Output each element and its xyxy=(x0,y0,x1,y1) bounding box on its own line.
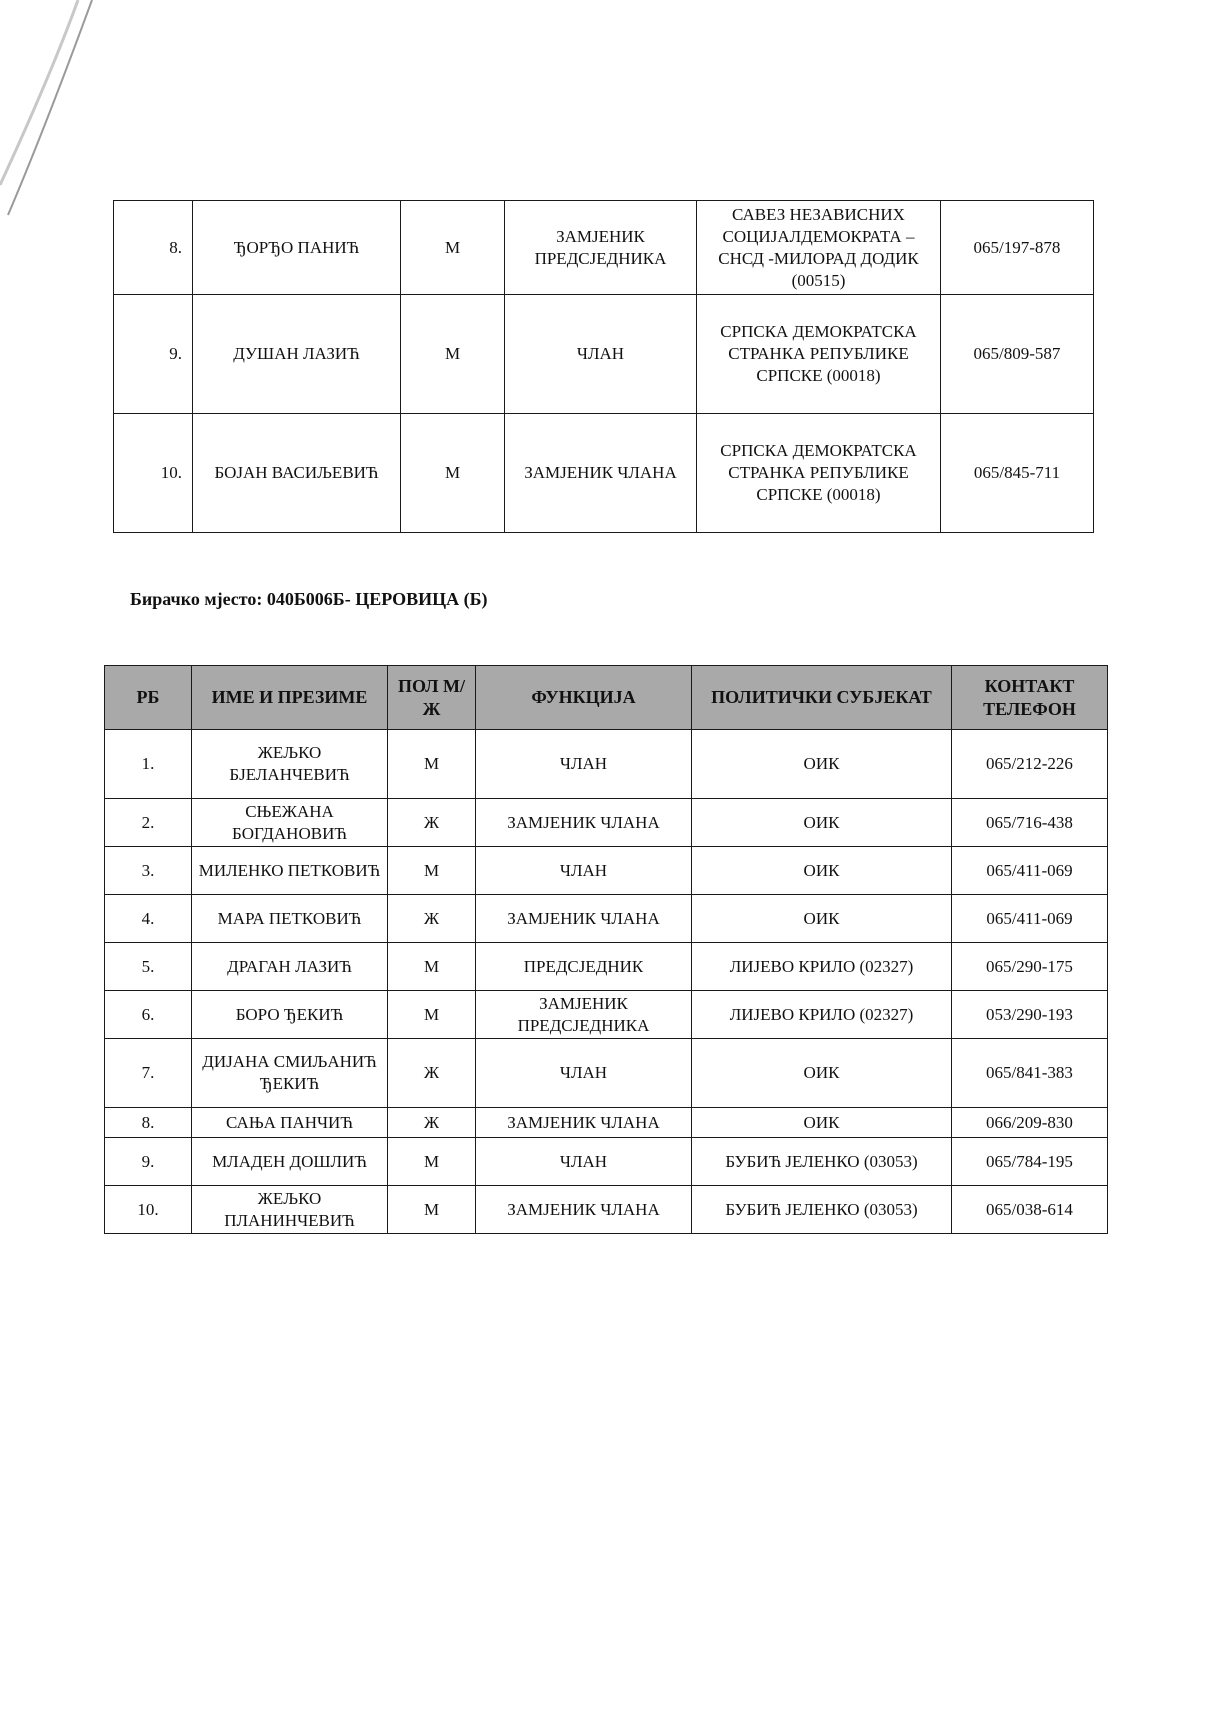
member-name: МАРА ПЕТКОВИЋ xyxy=(192,895,388,943)
member-function: ЗАМЈЕНИК ЧЛАНА xyxy=(476,1108,692,1138)
political-subject: СРПСКА ДЕМОКРАТСКА СТРАНКА РЕПУБЛИКЕ СРПСКЕ (00018) xyxy=(697,414,941,533)
member-function: ЗАМЈЕНИК ПРЕДСЈЕДНИКА xyxy=(476,991,692,1039)
table-row xyxy=(105,1186,1108,1234)
member-function: ЧЛАН xyxy=(505,295,697,414)
contact-phone: 065/411-069 xyxy=(952,847,1108,895)
member-name: МИЛЕНКО ПЕТКОВИЋ xyxy=(192,847,388,895)
political-subject: ОИК xyxy=(692,799,952,847)
table-row xyxy=(105,895,1108,943)
table-header-row xyxy=(105,666,1108,730)
committee-table xyxy=(104,665,1108,1234)
table-row xyxy=(105,1108,1108,1138)
column-header-gender: ПОЛ М/Ж xyxy=(388,666,476,730)
table-row xyxy=(105,847,1108,895)
member-gender: М xyxy=(388,847,476,895)
table-row xyxy=(114,201,1094,295)
row-number: 8. xyxy=(114,201,193,295)
contact-phone: 065/716-438 xyxy=(952,799,1108,847)
member-gender: М xyxy=(388,1186,476,1234)
table-row xyxy=(105,991,1108,1039)
political-subject: ЛИЈЕВО КРИЛО (02327) xyxy=(692,991,952,1039)
contact-phone: 066/209-830 xyxy=(952,1108,1108,1138)
row-number: 9. xyxy=(114,295,193,414)
member-function: ЗАМЈЕНИК ПРЕДСЈЕДНИКА xyxy=(505,201,697,295)
political-subject: САВЕЗ НЕЗАВИСНИХ СОЦИЈАЛДЕМОКРАТА – СНСД -МИЛОРАД ДОДИК (00515) xyxy=(697,201,941,295)
contact-phone: 065/845-711 xyxy=(941,414,1094,533)
row-number: 9. xyxy=(105,1138,192,1186)
member-gender: М xyxy=(388,730,476,799)
political-subject: ОИК xyxy=(692,730,952,799)
member-name: ДРАГАН ЛАЗИЋ xyxy=(192,943,388,991)
table-row xyxy=(105,943,1108,991)
row-number: 1. xyxy=(105,730,192,799)
contact-phone: 065/784-195 xyxy=(952,1138,1108,1186)
member-gender: Ж xyxy=(388,1108,476,1138)
member-function: ЗАМЈЕНИК ЧЛАНА xyxy=(476,1186,692,1234)
member-function: ЧЛАН xyxy=(476,1039,692,1108)
member-gender: М xyxy=(388,943,476,991)
contact-phone: 065/197-878 xyxy=(941,201,1094,295)
row-number: 4. xyxy=(105,895,192,943)
member-name: ДУШАН ЛАЗИЋ xyxy=(193,295,401,414)
member-name: ЂОРЂО ПАНИЋ xyxy=(193,201,401,295)
political-subject: ЛИЈЕВО КРИЛО (02327) xyxy=(692,943,952,991)
member-function: ЧЛАН xyxy=(476,847,692,895)
member-name: БОРО ЂЕКИЋ xyxy=(192,991,388,1039)
column-header-phone: КОНТАКТ ТЕЛЕФОН xyxy=(952,666,1108,730)
committee-table-continued xyxy=(113,200,1094,533)
member-gender: М xyxy=(401,414,505,533)
member-gender: М xyxy=(388,991,476,1039)
polling-station-heading: Бирачко мјесто: 040Б006Б- ЦЕРОВИЦА (Б) xyxy=(130,589,488,609)
member-name: ЖЕЉКО БЈЕЛАНЧЕВИЋ xyxy=(192,730,388,799)
member-gender: М xyxy=(401,295,505,414)
contact-phone: 065/290-175 xyxy=(952,943,1108,991)
contact-phone: 065/038-614 xyxy=(952,1186,1108,1234)
column-header-name: ИМЕ И ПРЕЗИМЕ xyxy=(192,666,388,730)
member-gender: М xyxy=(388,1138,476,1186)
contact-phone: 065/841-383 xyxy=(952,1039,1108,1108)
row-number: 8. xyxy=(105,1108,192,1138)
column-header-function: ФУНКЦИЈА xyxy=(476,666,692,730)
table-row xyxy=(105,1039,1108,1108)
political-subject: БУБИЋ ЈЕЛЕНКО (03053) xyxy=(692,1186,952,1234)
row-number: 5. xyxy=(105,943,192,991)
table-row xyxy=(105,799,1108,847)
contact-phone: 065/809-587 xyxy=(941,295,1094,414)
row-number: 3. xyxy=(105,847,192,895)
member-name: САЊА ПАНЧИЋ xyxy=(192,1108,388,1138)
member-name: ЖЕЉКО ПЛАНИНЧЕВИЋ xyxy=(192,1186,388,1234)
row-number: 10. xyxy=(114,414,193,533)
column-header-subject: ПОЛИТИЧКИ СУБЈЕКАТ xyxy=(692,666,952,730)
member-function: ЗАМЈЕНИК ЧЛАНА xyxy=(476,799,692,847)
row-number: 10. xyxy=(105,1186,192,1234)
member-gender: Ж xyxy=(388,895,476,943)
member-function: ЧЛАН xyxy=(476,1138,692,1186)
political-subject: ОИК xyxy=(692,1108,952,1138)
political-subject: ОИК xyxy=(692,895,952,943)
political-subject: СРПСКА ДЕМОКРАТСКА СТРАНКА РЕПУБЛИКЕ СРПСКЕ (00018) xyxy=(697,295,941,414)
member-function: ЧЛАН xyxy=(476,730,692,799)
row-number: 6. xyxy=(105,991,192,1039)
member-gender: Ж xyxy=(388,1039,476,1108)
contact-phone: 065/411-069 xyxy=(952,895,1108,943)
member-function: ЗАМЈЕНИК ЧЛАНА xyxy=(505,414,697,533)
member-name: БОЈАН ВАСИЉЕВИЋ xyxy=(193,414,401,533)
member-function: ЗАМЈЕНИК ЧЛАНА xyxy=(476,895,692,943)
member-name: МЛАДЕН ДОШЛИЋ xyxy=(192,1138,388,1186)
scan-edge-shadow xyxy=(0,0,120,230)
member-function: ПРЕДСЈЕДНИК xyxy=(476,943,692,991)
member-gender: М xyxy=(401,201,505,295)
column-header-rb: РБ xyxy=(105,666,192,730)
row-number: 7. xyxy=(105,1039,192,1108)
table-row xyxy=(114,295,1094,414)
row-number: 2. xyxy=(105,799,192,847)
contact-phone: 053/290-193 xyxy=(952,991,1108,1039)
table-row xyxy=(105,1138,1108,1186)
political-subject: ОИК xyxy=(692,1039,952,1108)
member-name: СЊЕЖАНА БОГДАНОВИЋ xyxy=(192,799,388,847)
member-gender: Ж xyxy=(388,799,476,847)
table-row xyxy=(105,730,1108,799)
political-subject: ОИК xyxy=(692,847,952,895)
table-row xyxy=(114,414,1094,533)
member-name: ДИЈАНА СМИЉАНИЋ ЂЕКИЋ xyxy=(192,1039,388,1108)
political-subject: БУБИЋ ЈЕЛЕНКО (03053) xyxy=(692,1138,952,1186)
contact-phone: 065/212-226 xyxy=(952,730,1108,799)
